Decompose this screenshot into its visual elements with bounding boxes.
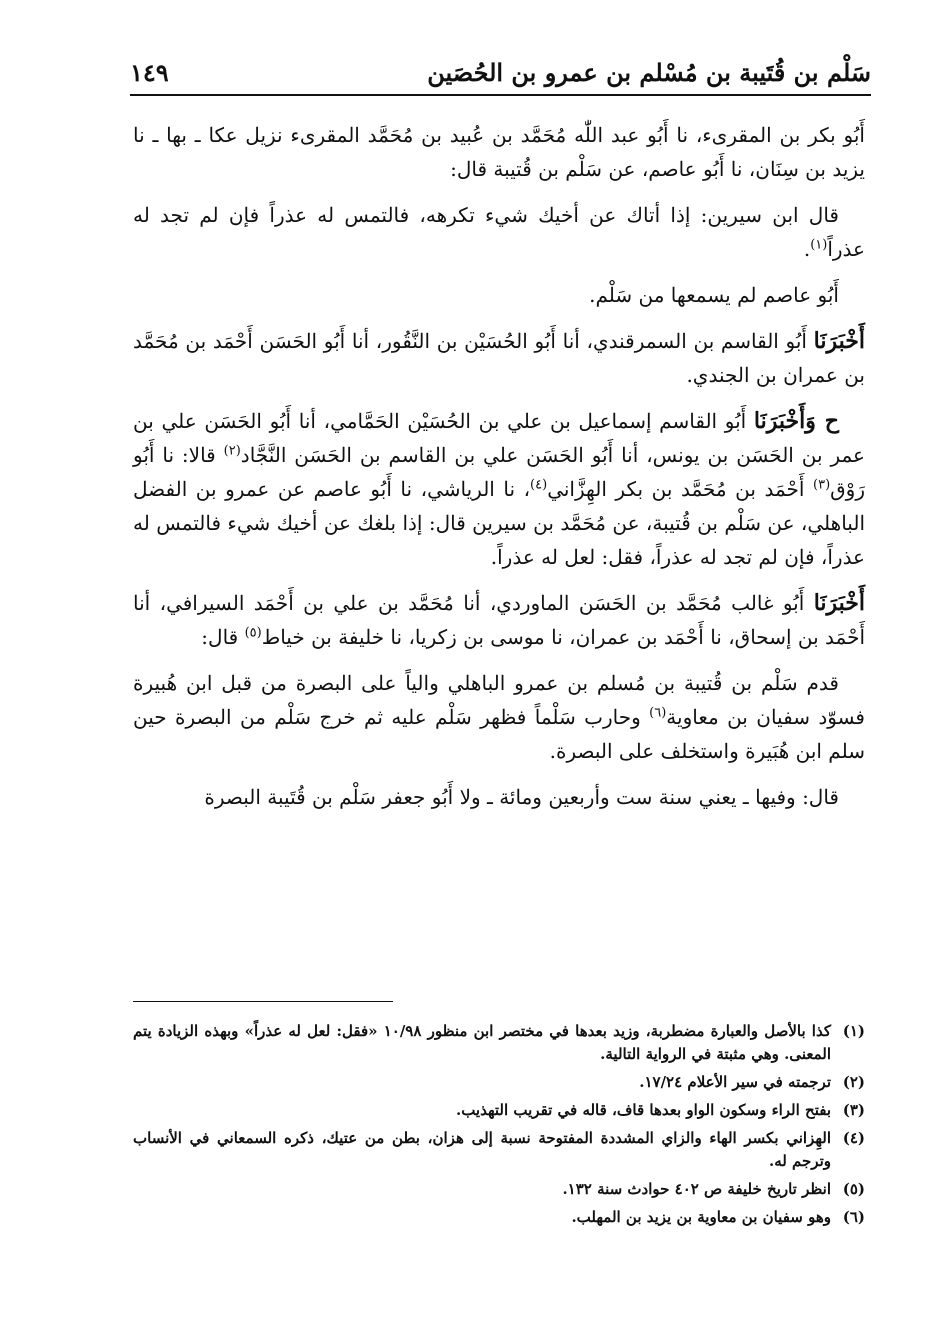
paragraph-2 [133,198,865,266]
paragraph-8: قال: وفيها ـ يعني سنة ست وأربعين ومائة ـ ولا أَبُو جعفر سَلْم بن قُتَيبة البصرة [204,785,839,809]
paragraph-3: أَبُو عاصم لم يسمعها من سَلْم. [589,283,839,307]
footnote-item [133,1206,865,1229]
footnote-item [133,1020,865,1066]
paragraph-5-part-a: أَبُو القاسم إسماعيل بن علي بن الحُسَيْن الحَمَّامي، أنا أَبُو الحَسَن علي بن عمر بن الحَسَن بن يونس، أنا أَبُو الحَسَن علي بن القاسم بن الحَسَن النَّجَّاد [133,409,865,467]
footnote-ref-6: (٦) [649,705,667,721]
paragraph-5 [133,404,865,574]
paragraph-2-text: قال ابن سيرين: إذا أتاك عن أخيك شيء تكرهه، فالتمس له عذراً فإن لم تجد له عذراً [133,203,865,261]
paragraph-7 [133,666,865,768]
footnote-text: وهو سفيان بن معاوية بن يزيد بن المهلب. [571,1208,831,1226]
paragraph-2-end: . [803,237,811,261]
akhbarana-keyword-2: أَخْبَرَنَا [813,590,866,616]
footnotes [133,1020,865,1234]
footnote-text: انظر تاريخ خليفة ص ٤٠٢ حوادث سنة ١٣٢. [562,1180,831,1198]
footnote-item [133,1127,865,1173]
footnote-ref-2: (٢) [223,443,241,459]
paragraph-4-text: أَبُو القاسم بن السمرقندي، أنا أَبُو الحُسَيْن بن النَّقُور، أنا أَبُو الحَسَن أَحْمَد بن مُحَمَّد بن عمران بن الجندي. [133,329,865,387]
paragraph-5-part-d: ، نا الرياشي، نا أَبُو عاصم عن عمرو بن الفضل الباهلي، عن سَلْم بن قُتيبة، عن مُحَمَّد بن سيرين قال: إذا بلغك عن أخيك شيء فالتمس له عذراً، فإن لم تجد له عذراً، فقل: لعل له عذراً. [133,477,865,569]
paragraph-5-part-c: أَحْمَد بن مُحَمَّد بن بكر الهِزَّاني [547,477,814,501]
page-header [130,50,871,96]
footnote-separator [133,1001,393,1002]
footnote-item [133,1071,865,1094]
running-title: سَلْم بن قُتَيبة بن مُسْلم بن عمرو بن الحُصَين [427,58,871,87]
footnote-number: (٦) [842,1208,865,1226]
paragraph-6-part-b: قال: [201,625,245,649]
paragraph-6 [133,586,865,654]
page-number: ١٤٩ [130,58,169,87]
paragraph-7-part-a: قدم سَلْم بن قُتيبة بن مُسلم بن عمرو الباهلي والياً على البصرة من قبل ابن هُبيرة فسوّد سفيان بن معاوية [133,671,865,729]
footnote-text: بفتح الراء وسكون الواو بعدها قاف، قاله في تقريب التهذيب. [455,1101,831,1119]
footnote-text: ترجمته في سير الأعلام ١٧/٢٤. [639,1073,831,1091]
footnote-number: (٤) [842,1129,865,1147]
footnote-number: (١) [842,1022,865,1040]
paragraph-7-part-b: وحارب سَلْماً فظهر سَلْم عليه ثم خرج سَلْم من البصرة حين سلم ابن هُبَيرة واستخلف على البصرة. [133,705,865,763]
paragraph-1: أَبُو بكر بن المقرىء، نا أَبُو عبد اللّٰه مُحَمَّد بن عُبيد بن مُحَمَّد المقرىء نزيل عكا ـ بها ـ نا يزيد بن سِنَان، نا أَبُو عاصم، عن سَلْم بن قُتيبة قال: [133,123,865,181]
footnote-ref-4: (٤) [530,477,548,493]
footnote-ref-1: (١) [810,237,828,253]
wa-akhbarana-keyword: ح وَأَخْبَرَنَا [753,408,839,434]
footnote-item [133,1178,865,1201]
footnote-item [133,1099,865,1122]
paragraph-4 [133,324,865,392]
footnote-number: (٣) [842,1101,865,1119]
footnote-ref-3: (٣) [813,477,831,493]
akhbarana-keyword: أَخْبَرَنَا [813,328,865,354]
paragraph-5-part-b: قالا: نا أَبُو رَوْق [133,443,865,501]
main-text [133,118,865,826]
footnote-text: الهِزاني بكسر الهاء والزاي المشددة المفتوحة نسبة إلى هزان، بطن من عتيك، ذكره السمعاني في الأنساب وترجم له. [133,1129,831,1170]
paragraph-6-part-a: أَبُو غالب مُحَمَّد بن الحَسَن الماوردي، أنا مُحَمَّد بن علي بن أَحْمَد السيرافي، أنا أَحْمَد بن إسحاق، نا أَحْمَد بن عمران، نا موسى بن زكريا، نا خليفة بن خياط [133,591,865,649]
footnote-number: (٢) [842,1073,865,1091]
footnote-ref-5: (٥) [244,625,262,641]
footnote-text: كذا بالأصل والعبارة مضطربة، وزيد بعدها في مختصر ابن منظور ١٠/٩٨ «فقل: لعل له عذراً» وبهذه الزيادة يتم المعنى. وهي مثبتة في الرواية التالية. [133,1022,831,1063]
footnote-number: (٥) [842,1180,865,1198]
